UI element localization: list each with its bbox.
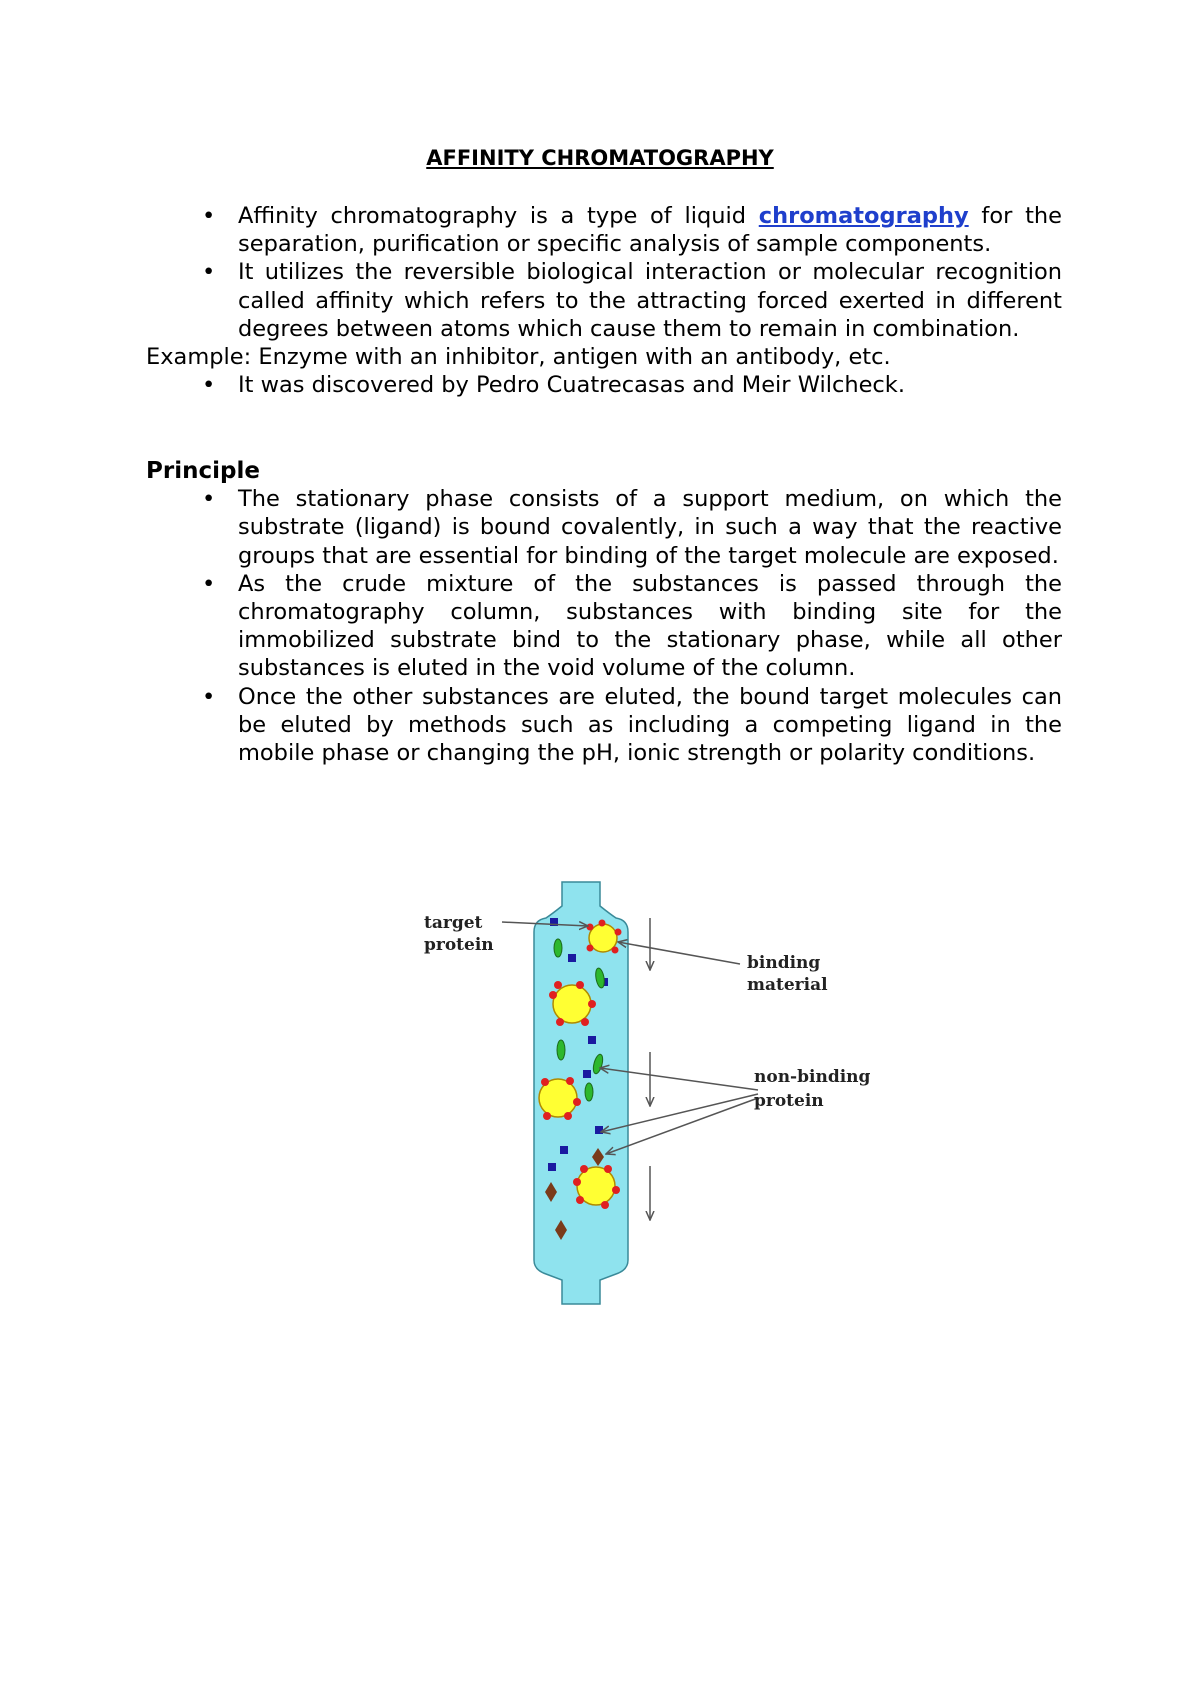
list-item: [146, 683, 1062, 768]
bullet-icon: •: [202, 683, 216, 710]
principle-bullet-3-text: Once the other substances are eluted, the bound target molecules can be eluted by methods such as including a competing ligand in the mobile phase or changing the pH, ionic strength or polarity conditions.: [238, 683, 1062, 767]
intro-bullet-2-text: It utilizes the reversible biological interaction or molecular recognition called affinity which refers to the attracting forced exerted in different degrees between atoms which cause them to remain in combination.: [238, 259, 1062, 342]
bullet-icon: •: [202, 203, 216, 229]
bullet-icon: •: [202, 372, 216, 399]
list-item: [146, 485, 1062, 570]
chromatography-link[interactable]: chromatography: [758, 203, 969, 229]
label-target: target: [424, 913, 483, 933]
label-non-binding: non-binding: [754, 1067, 871, 1087]
list-item: [146, 258, 1062, 343]
intro-bullet-3-text: It was discovered by Pedro Cuatrecasas and Meir Wilcheck.: [238, 372, 905, 399]
intro-bullet-1-text: Affinity chromatography is a type of liquid chromatography for the separation, purification or specific analysis of sample components.: [238, 203, 1062, 258]
principle-bullet-2-text: As the crude mixture of the substances is passed through the chromatography column, substances with binding site for the immobilized substrate bind to the stationary phase, while all other substances is eluted in the void volume of the column.: [238, 570, 1062, 682]
section-heading: Principle: [146, 458, 260, 484]
list-item: [146, 371, 1062, 399]
bullet-icon: •: [202, 259, 216, 286]
affinity-column-diagram: [420, 870, 880, 1310]
bullet-icon: •: [202, 486, 216, 513]
list-item: [146, 570, 1062, 683]
principle-bullet-1-text: The stationary phase consists of a support medium, on which the substrate (ligand) is bound covalently, in such a way that the reactive groups that are essential for binding of the target molecule are exposed.: [238, 486, 1062, 569]
intro-section: [146, 202, 1062, 399]
bullet-icon: •: [202, 570, 216, 597]
example-line: Example: Enzyme with an inhibitor, antigen with an antibody, etc.: [146, 344, 891, 371]
label-protein: protein: [424, 935, 494, 955]
principle-section: [146, 457, 1062, 767]
label-binding: binding: [747, 953, 821, 973]
list-item: [146, 202, 1062, 258]
label-non-binding-protein: protein: [754, 1091, 824, 1111]
page-title: AFFINITY CHROMATOGRAPHY: [426, 146, 774, 170]
label-material: material: [747, 975, 828, 995]
